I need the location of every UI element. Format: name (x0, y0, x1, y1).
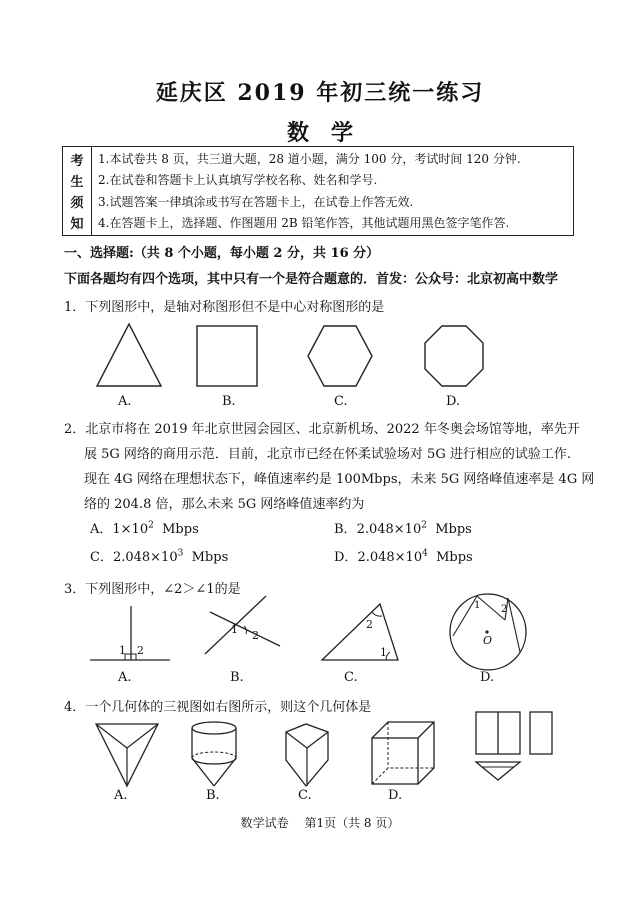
angle-label-2: 2 (252, 629, 259, 642)
option-label-d: D. (446, 394, 461, 409)
page-footer (0, 814, 640, 831)
option-unit: Mbps (162, 522, 199, 537)
notice-item: 1.本试卷共 8 页，共三道大题，28 道小题，满分 100 分，考试时间 120 分钟. (98, 151, 521, 166)
angle-label-2: 2 (501, 604, 508, 615)
notice-item: 4.在答题卡上，选择题、作图题用 2B 铅笔作答，其他试题用黑色签字笔作答. (98, 216, 510, 231)
notice-item: 2.在试卷和答题卡上认真填写学校名称、姓名和学号. (98, 173, 378, 188)
option-label-c: C. (344, 670, 358, 685)
option-exponent: 3 (177, 548, 184, 559)
option-label-d: D. (388, 788, 403, 803)
footer-subject: 数学试卷 (240, 816, 289, 830)
question-2-line: 现在 4G 网络在理想状态下，峰值速率约是 100Mbps，未来 5G 网络峰值速率是 4G 网 (84, 472, 595, 487)
option-label-a: A. (114, 788, 128, 803)
center-label-o: O (483, 634, 493, 647)
notice-label-char: 知 (70, 217, 84, 232)
option-label-d: D. (480, 670, 495, 685)
option-exponent: 2 (148, 520, 154, 531)
option-letter: C． (90, 550, 113, 565)
option-label-a: A. (118, 394, 132, 409)
question-2-line: 络的 204.8 倍，那么未来 5G 网络峰值速率约为 (84, 497, 365, 512)
option-label-b: B. (222, 394, 236, 409)
angle-label-1: 1 (380, 646, 387, 659)
option-base: 2.048×10 (112, 550, 178, 565)
top-view (476, 762, 520, 780)
option-base: 2.048×10 (356, 522, 422, 537)
option-label-b: B. (230, 670, 244, 685)
angle-label-2: 2 (137, 644, 144, 657)
option-label-a: A. (118, 670, 132, 685)
question-3-stem: 3．下列图形中，∠2＞∠1的是 (64, 582, 241, 597)
paper-title: 延庆区 2019 年初三统一练习 (155, 80, 485, 106)
section-heading: 一、选择题:（共 8 个小题，每小题 2 分，共 16 分） (64, 246, 380, 261)
option-exponent: 4 (422, 548, 428, 559)
footer-page-number: 第1页（共 8 页） (304, 816, 400, 830)
side-view (530, 712, 552, 754)
option-base: 2.048×10 (357, 550, 423, 565)
angle-label-2: 2 (366, 618, 373, 631)
notice-label-char: 考 (70, 154, 84, 169)
option-unit: Mbps (191, 550, 229, 565)
angle-label-1: 1 (474, 600, 481, 611)
option-label-c: C. (334, 394, 348, 409)
question-1-stem: 1．下列图形中，是轴对称图形但不是中心对称图形的是 (64, 300, 385, 315)
question-2-line: 展 5G 网络的商用示范．目前，北京市已经在怀柔试验场对 5G 进行相应的试验工作. (84, 447, 571, 462)
option-unit: Mbps (436, 550, 473, 565)
question-2-line: 2．北京市将在 2019 年北京世园会园区、北京新机场、2022 年冬奥会场馆等地，率先开 (64, 422, 580, 437)
option-base: 1×10 (112, 522, 149, 537)
option-label-b: B. (206, 788, 220, 803)
angle-label-1: 1 (119, 644, 126, 657)
option-letter: B． (334, 522, 357, 537)
section-instruction: 下面各题均有四个选项，其中只有一个是符合题意的．首发：公众号：北京初高中数学 (64, 272, 559, 287)
notice-label-char: 生 (70, 175, 84, 190)
option-unit: Mbps (435, 522, 472, 537)
angle-label-1: 1 (231, 623, 238, 636)
option-label-c: C. (298, 788, 312, 803)
option-letter: A． (90, 522, 113, 537)
question-4-stem: 4．一个几何体的三视图如右图所示，则这个几何体是 (64, 700, 372, 715)
notice-item: 3.试题答案一律填涂或书写在答题卡上，在试卷上作答无效. (98, 194, 414, 209)
option-exponent: 2 (421, 520, 427, 531)
subject-title: 数学 (286, 120, 375, 146)
option-letter: D． (334, 550, 358, 565)
notice-label-char: 须 (70, 196, 84, 211)
